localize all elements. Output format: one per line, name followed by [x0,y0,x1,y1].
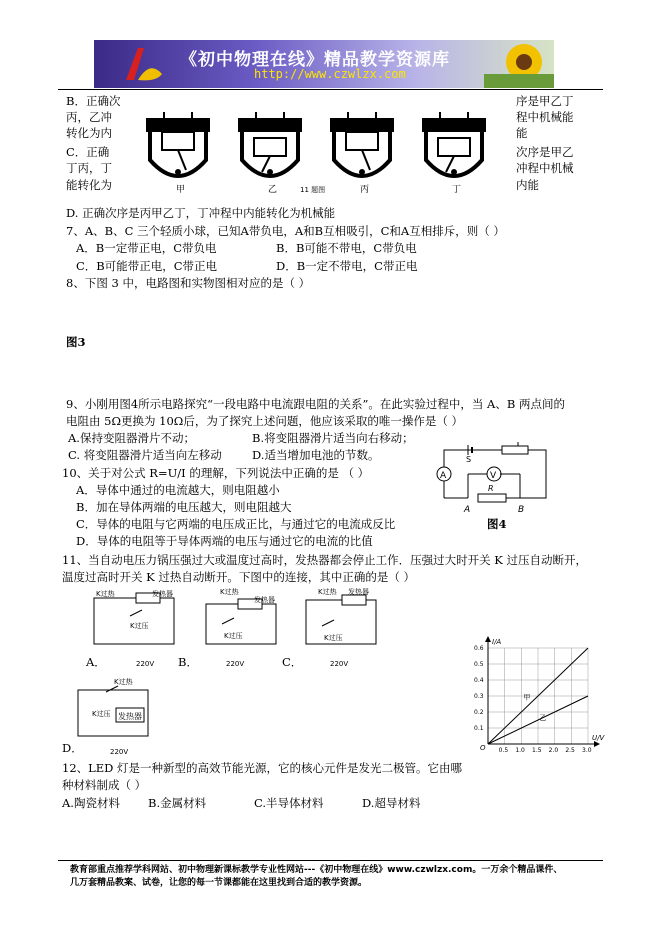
circuit-d-heater: 发热器 [118,712,142,721]
graph-origin: O [480,744,486,752]
point-a-label: A [464,505,471,515]
switch-label: S [466,455,472,464]
q8-stem: 8、下图 3 中，电路图和实物图相对应的是（ ） [66,276,311,290]
q9-option-d: D.适当增加电池的节数。 [252,448,380,462]
q8-figure-label: 图3 [66,335,86,349]
q12-stem-2: 种材料制成（ ） [62,778,147,792]
circuit-d-k-overpressure: K过压 [92,710,111,718]
x-tick-label: 3.0 [582,747,592,754]
circuit-c [306,587,376,668]
q10-option-a: A．导体中通过的电流越大，则电阻越小 [76,483,280,497]
engine-label-yi: 乙 [268,185,278,195]
footer-line-1: 教育部重点推荐学科网站、初中物理新课标教学专业性网站---《初中物理在线》www.czwlzx.com。一万余个精品课件、 [70,865,563,875]
q6-b-left-2: 丙，乙冲 [66,110,112,124]
q9-stem-2: 电阻由 5Ω更换为 10Ω后，为了探究上述问题，他应该采取的唯一操作是（ ） [66,414,463,428]
circuit-d-voltage: 220V [110,748,129,756]
circuit-b-k-overpressure: K过压 [224,632,243,640]
q6-b-right-1: 序是甲乙丁 [516,94,574,108]
q6-c-right-2: 冲程中机械 [516,161,574,175]
footer-rule [58,860,603,861]
q7-option-c: C．B可能带正电，C带正电 [76,259,218,273]
q7-stem: 7、A、B、C 三个轻质小球，已知A带负电，A和B互相吸引，C和A互相排斥，则（ ） [66,224,505,238]
q10-stem: 10、关于对公式 R=U/I 的理解，下列说法中正确的是 （ ） [62,466,370,480]
y-tick-label: 0.2 [474,709,484,716]
q9-option-c: C. 将变阻器滑片适当向左移动 [68,448,222,462]
y-tick-label: 0.4 [474,677,484,684]
sunflower-image [484,40,554,88]
q6-c-right-1: 次序是甲乙 [516,145,574,159]
resistor-label: R [488,484,494,493]
banner-title: 《初中物理在线》精品教学资源库 [180,50,450,70]
x-tick-label: 1.5 [532,747,542,754]
q7-option-b: B．B可能不带电，C带负电 [276,241,417,255]
circuit-a-k-overpressure: K过压 [130,622,149,630]
q11-stem-2: 温度过高时开关 K 过热自动断开。下图中的连接，其中正确的是（ ） [62,570,416,584]
q10-option-c: C．导体的电阻与它两端的电压成正比，与通过它的电流成反比 [76,517,396,531]
circuit-b-k-overheat: K过热 [220,588,239,596]
q12-option-c: C.半导体材料 [254,796,324,810]
x-tick-label: 0.5 [498,747,509,754]
circuit-a [94,589,174,668]
series-label-1: 乙 [539,714,547,723]
q11-option-c-label: C． [282,655,303,669]
engine-label-jia: 甲 [176,185,186,195]
x-tick-label: 1.0 [515,747,525,754]
engine-label-bing: 丙 [360,185,370,195]
circuit-c-k-overpressure: K过压 [324,634,343,642]
iu-graph [472,636,605,754]
q6-b-left-1: B．正确次 [66,94,121,108]
q11-option-b-label: B． [178,655,198,669]
graph-xlabel: U/V [592,734,605,742]
engine-fig-caption: 11 题图 [300,186,326,194]
q9-option-b: B.将变阻器滑片适当向右移动； [252,431,414,445]
x-tick-label: 2.0 [548,747,559,754]
engine-jia [146,112,210,176]
circuit-c-heater: 发热器 [348,588,369,596]
graph-ylabel: I/A [492,638,502,646]
q11-option-d-label: D． [62,741,83,755]
circuit-b-voltage: 220V [226,660,245,668]
voltmeter-label: V [490,471,497,481]
q11-circuits-abc [80,586,380,670]
q11-option-a-label: A． [86,655,106,669]
q7-option-a: A．B一定带正电，C带负电 [76,241,217,255]
q6-c-left-3: 能转化为 [66,178,112,192]
header-banner [94,40,554,88]
y-axis-arrow-icon [485,636,491,642]
logo-icon [116,40,176,88]
ammeter-label: A [440,471,447,481]
figure4-label: 图4 [487,517,507,531]
circuit-a-k-overheat: K过热 [96,590,115,598]
q6-c-left-2: 丁丙，丁 [66,161,112,175]
circuit-b [206,587,276,668]
point-b-label: B [518,505,525,515]
q6-c-right-3: 内能 [516,178,539,192]
engine-yi [238,112,302,176]
circuit-c-voltage: 220V [330,660,349,668]
q6-b-right-3: 能 [516,126,528,140]
y-tick-label: 0.6 [474,645,484,652]
engine-ding [422,112,486,176]
engine-label-ding: 丁 [452,185,462,195]
q10-option-b: B．加在导体两端的电压越大，则电阻越大 [76,500,292,514]
banner-url: http://www.czwlzx.com [254,67,406,81]
circuit-a-heater: 发热器 [152,590,173,598]
q12-option-d: D.超导材料 [362,796,421,810]
engine-strokes-figure [140,108,510,196]
q12-option-a: A.陶瓷材料 [62,796,120,810]
q6-c-left-1: C．正确 [66,145,110,159]
x-tick-label: 2.5 [565,747,575,754]
circuit-d [70,674,170,758]
figure4-circuit [430,440,560,520]
q9-stem-1: 9、小刚用图4所示电路探究“一段电路中电流跟电阻的关系”。在此实验过程中，当 A、B 两点间的 [66,397,565,411]
circuit-a-voltage: 220V [136,660,155,668]
y-tick-label: 0.1 [474,725,484,732]
series-label-0: 甲 [523,693,531,702]
y-tick-label: 0.5 [474,661,484,668]
q6-b-right-2: 程中机械能 [516,110,574,124]
y-tick-label: 0.3 [474,693,484,700]
q9-option-a: A.保持变阻器滑片不动； [68,431,195,445]
footer-line-2: 几万套精品教案、试卷，让您的每一节课都能在这里找到合适的教学资源。 [70,878,368,888]
q7-option-d: D．B一定不带电，C带正电 [276,259,418,273]
q12-option-b: B.金属材料 [148,796,207,810]
q10-option-d: D．导体的电阻等于导体两端的电压与通过它的电流的比值 [76,534,373,548]
q12-stem-1: 12、LED 灯是一种新型的高效节能光源，它的核心元件是发光二极管。它由哪 [62,761,463,775]
q6-b-left-3: 转化为内 [66,126,112,140]
engine-bing [330,112,394,176]
header-rule [58,89,603,90]
q11-stem-1: 11、当自动电压力锅压强过大或温度过高时，发热器都会停止工作．压强过大时开关 K 过压自动断开， [62,553,588,567]
circuit-c-k-overheat: K过热 [318,588,337,596]
q6-option-d: D. 正确次序是丙甲乙丁，丁冲程中内能转化为机械能 [66,206,336,220]
circuit-d-k-overheat: K过热 [114,678,133,686]
circuit-b-heater: 发热器 [254,596,275,604]
